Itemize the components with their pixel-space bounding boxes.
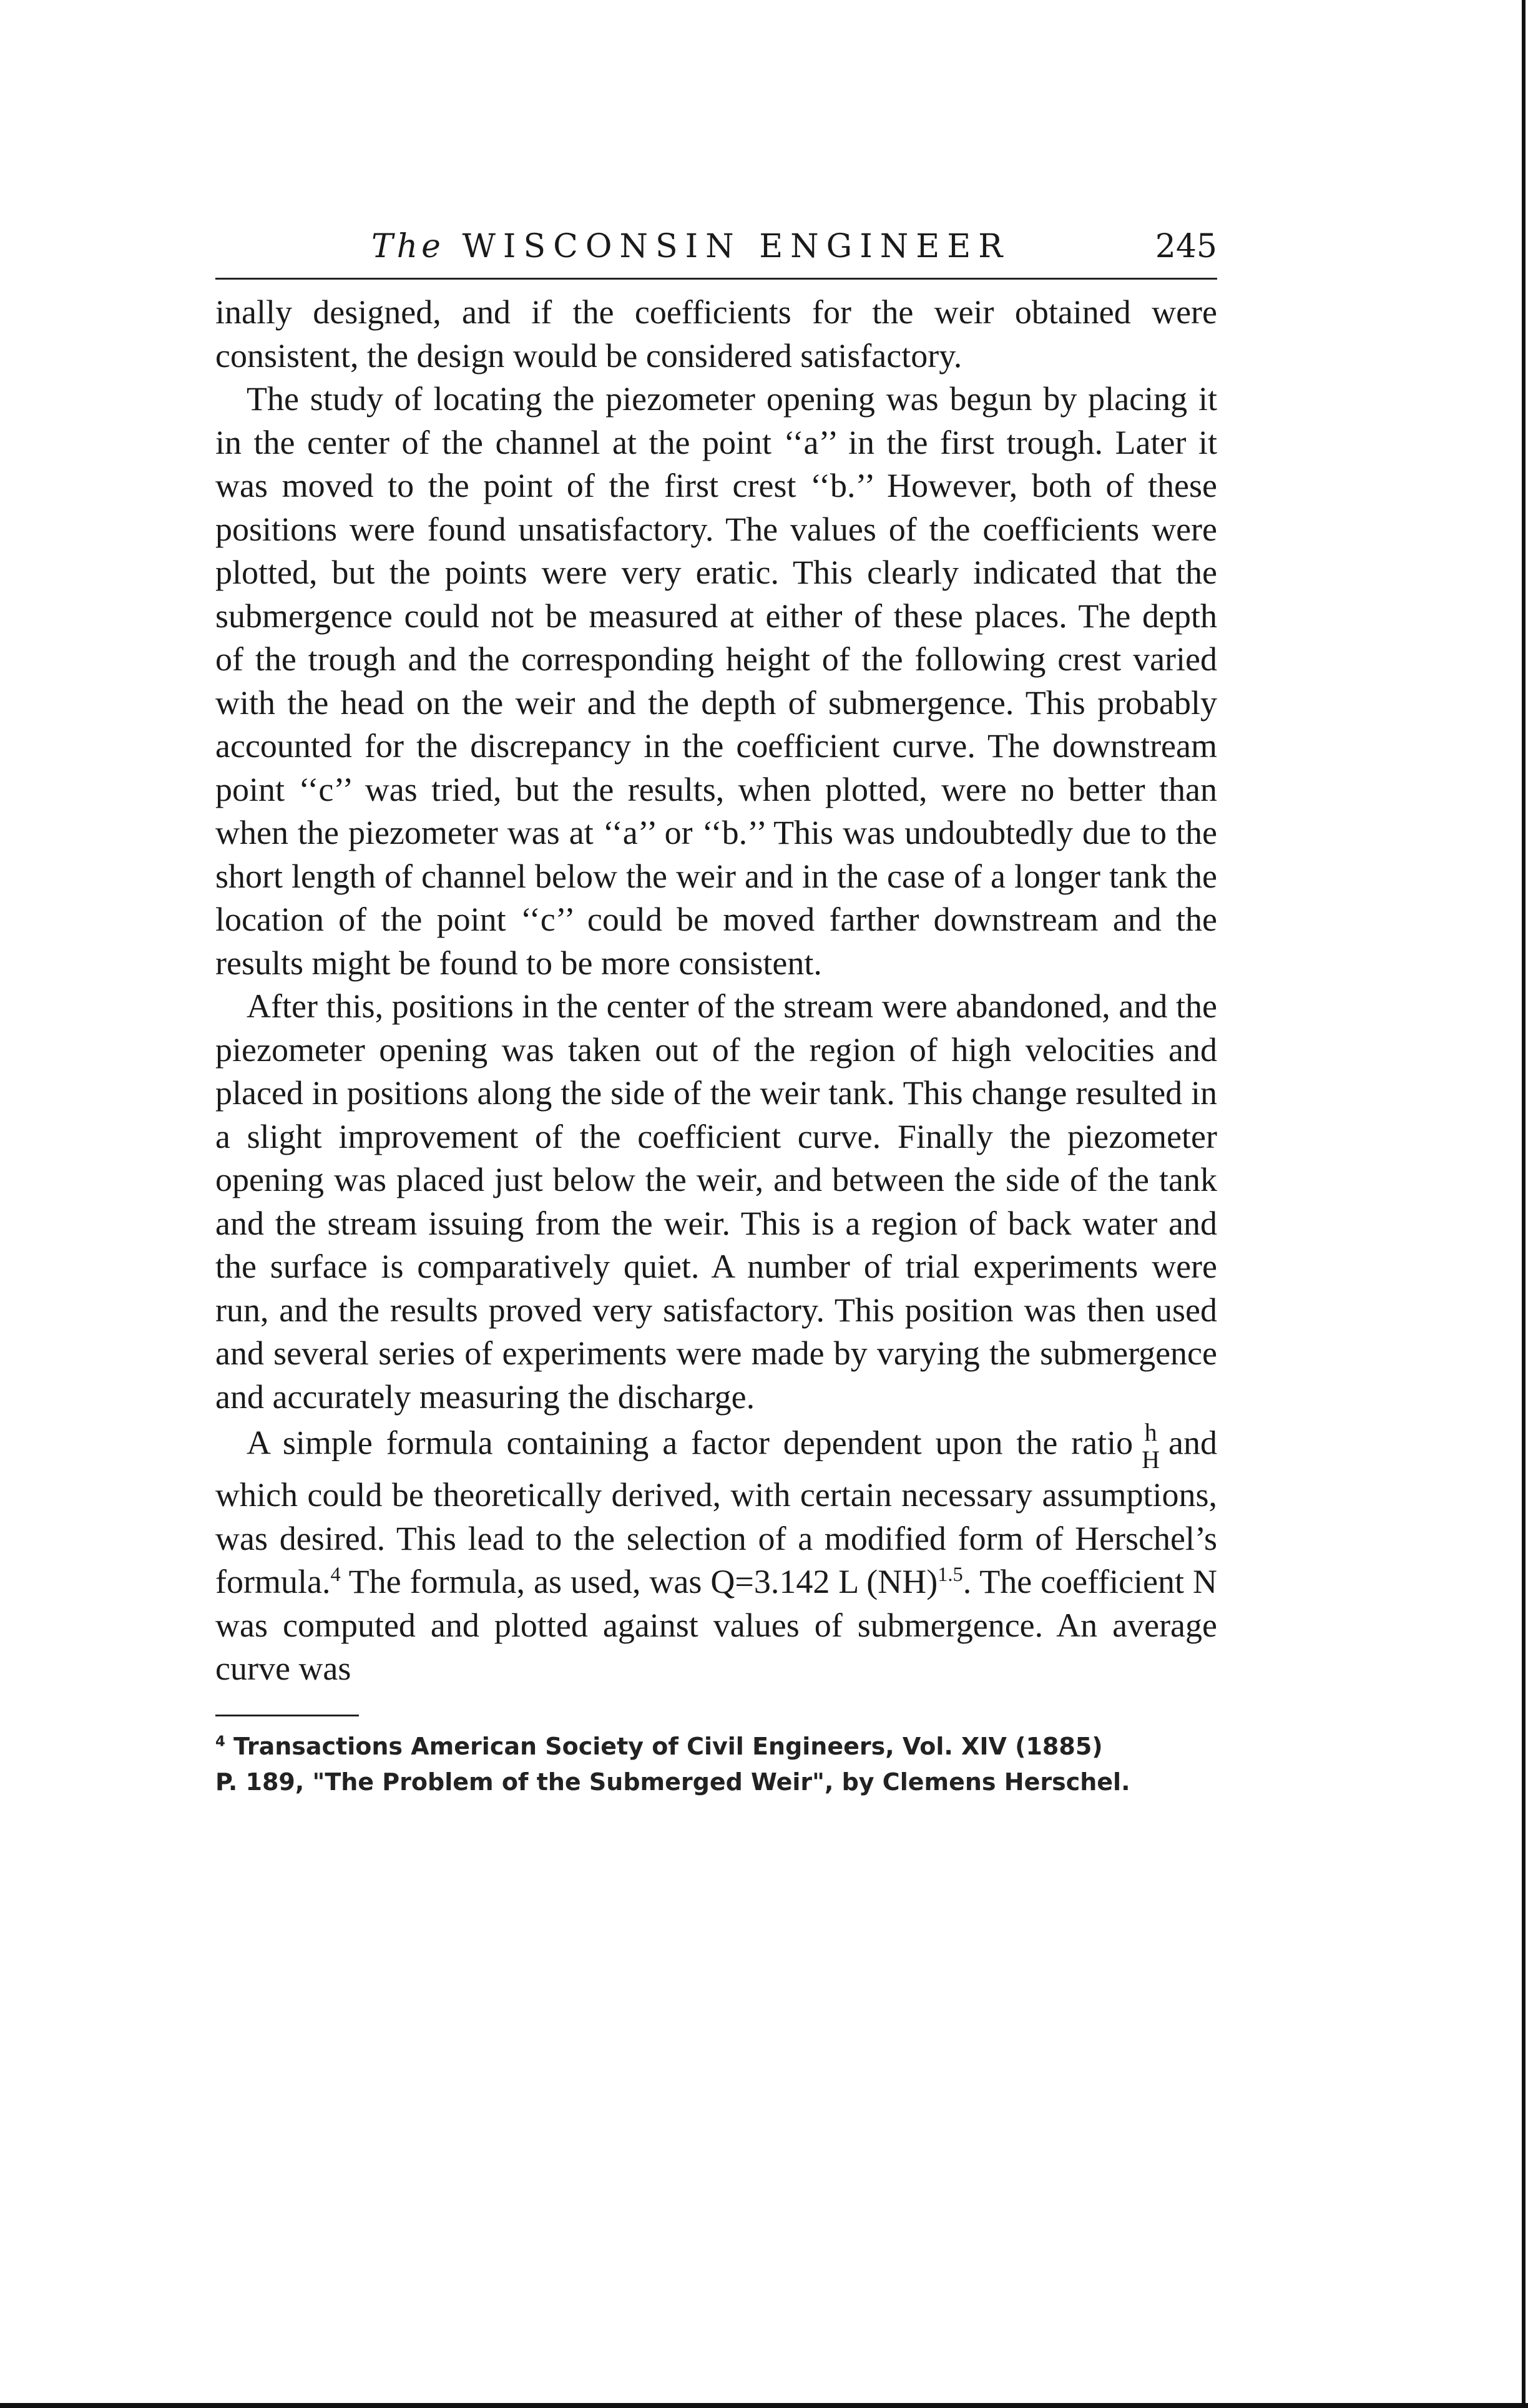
footnotes <box>215 1729 1217 1800</box>
paragraph-4 <box>215 1419 1217 1691</box>
running-head <box>215 228 1217 278</box>
document-page <box>215 228 1217 1800</box>
journal-title-article: The <box>371 228 444 265</box>
footnote-reference: 4 <box>330 1564 341 1586</box>
paragraph-4-part-c: The formula, as used, was Q=3.142 L (NH) <box>340 1563 938 1600</box>
paragraph-3: After this, positions in the center of the stream were abandoned, and the piezometer opening was taken out of the region of high velocities and placed in positions along the side of the weir tank. This change resulted in a slight improvement of the coefficient curve. Finally the piezometer opening was placed just below the weir, and between the side of the tank and the stream issuing from the weir. This is a region of back water and the surface is comparatively quiet. A number of trial experiments were run, and the results proved very satisfactory. This position was then used and several series of experiments were made by varying the submergence and accurately measuring the discharge. <box>215 987 1217 1416</box>
article-body <box>215 291 1217 1691</box>
page-edge-bottom <box>0 2403 1528 2408</box>
paragraph-1: inally designed, and if the coefficients for the weir obtained were consistent, the design would be considered satisfactory. <box>215 293 1217 374</box>
footnote-line-1 <box>215 1729 1217 1764</box>
journal-title-name: WISCONSIN ENGINEER <box>462 228 1011 265</box>
paragraph-4-part-d: . The coefficient N was computed and plotted against values of submergence. An average curve was <box>215 1563 1217 1687</box>
ratio-fraction <box>1142 1419 1160 1474</box>
paragraph-4-part-a: A simple formula containing a factor dependent upon the ratio <box>247 1424 1134 1462</box>
footnote-rule <box>215 1715 359 1716</box>
formula-exponent: 1.5 <box>938 1564 963 1586</box>
fraction-numerator: h <box>1144 1418 1157 1446</box>
footnote-line-2: P. 189, "The Problem of the Submerged Weir", by Clemens Herschel. <box>215 1768 1130 1796</box>
paragraph-2: The study of locating the piezometer opening was begun by placing it in the center of the channel at the point ‘‘a’’ in the first trough. Later it was moved to the point of the first crest ‘‘b.’’ However, both of these positions were found unsatisfactory. The values of the coefficients were plotted, but the points were very eratic. This clearly indicated that the submergence could not be measured at either of these places. The depth of the trough and the corresponding height of the following crest varied with the head on the weir and the depth of submergence. This probably accounted for the discrepancy in the coefficient curve. The downstream point ‘‘c’’ was tried, but the results, when plotted, were no better than when the piezometer was at ‘‘a’’ or ‘‘b.’’ This was undoubtedly due to the short length of channel below the weir and in the case of a longer tank the location of the point ‘‘c’’ could be moved farther downstream and the results might be found to be more consistent. <box>215 380 1217 982</box>
footnote-marker: 4 <box>215 1733 225 1750</box>
fraction-denominator: H <box>1142 1446 1160 1474</box>
header-rule <box>215 278 1217 280</box>
journal-title <box>371 228 1010 265</box>
page-number: 245 <box>1155 228 1217 265</box>
paragraph-4-part-b: and which could be theoretically derived, with certain necessary assumptions, was desired. This lead to the selection of a modified form of Herschel’s formula. <box>215 1424 1217 1600</box>
footnote-text-1: Transactions American Society of Civil Engineers, Vol. XIV (1885) <box>233 1732 1103 1760</box>
page-edge-right <box>1522 0 1526 2408</box>
